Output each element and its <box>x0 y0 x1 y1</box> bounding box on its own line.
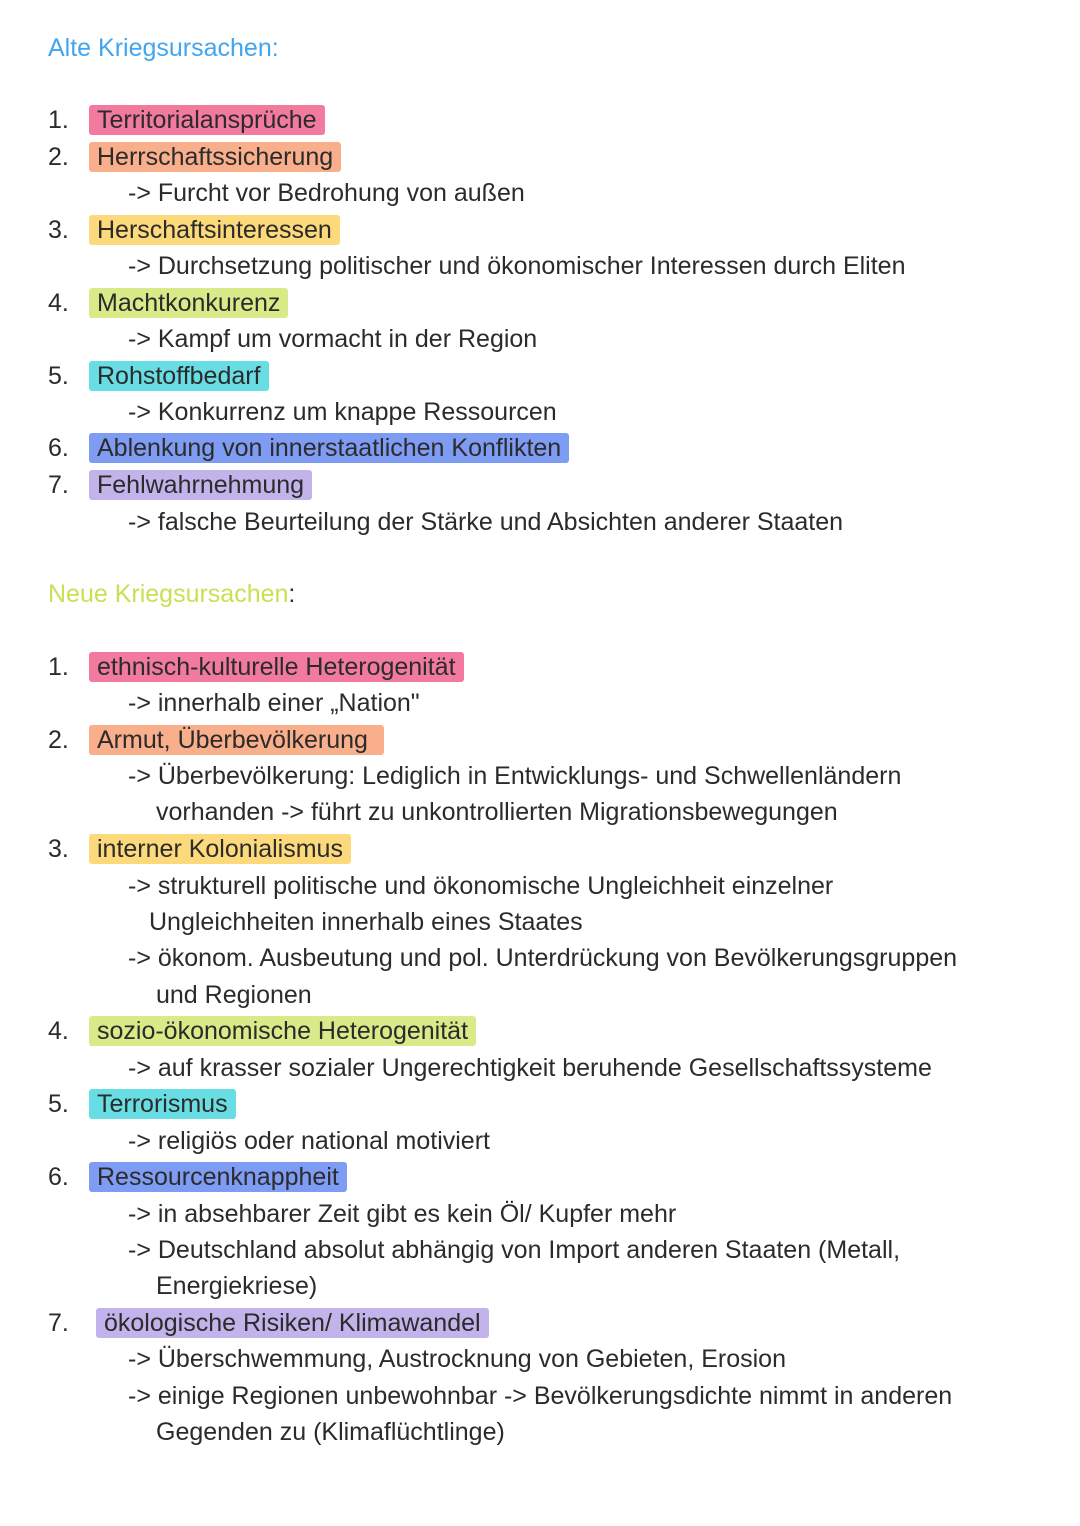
sub-point: -> Durchsetzung politischer und ökonomischer Interessen durch Eliten <box>128 252 906 280</box>
list-number: 4. <box>48 1017 69 1045</box>
sub-point: -> Konkurrenz um knappe Ressourcen <box>128 398 557 426</box>
sub-point-continuation: Energiekriese) <box>156 1272 318 1300</box>
list-number: 1. <box>48 653 69 681</box>
highlighted-cause: ökologische Risiken/ Klimawandel <box>96 1308 489 1338</box>
section-heading-neu-text: Neue Kriegsursachen <box>48 580 289 608</box>
list-number: 3. <box>48 216 69 244</box>
sub-point: -> religiös oder national motiviert <box>128 1127 490 1155</box>
sub-point: -> strukturell politische und ökonomische Ungleichheit einzelner <box>128 872 834 900</box>
highlighted-cause: ethnisch-kulturelle Heterogenität <box>89 652 464 682</box>
section-heading-neu-colon: : <box>288 580 296 608</box>
list-number: 5. <box>48 362 69 390</box>
list-number: 1. <box>48 106 69 134</box>
list-number: 5. <box>48 1090 69 1118</box>
list-number: 6. <box>48 1163 69 1191</box>
highlighted-cause: Herschaftsinteressen <box>89 215 340 245</box>
highlighted-cause: Terrorismus <box>89 1089 236 1119</box>
highlighted-cause: Rohstoffbedarf <box>89 361 269 391</box>
highlighted-cause: sozio-ökonomische Heterogenität <box>89 1016 476 1046</box>
section-heading-alt: Alte Kriegsursachen: <box>48 34 279 62</box>
sub-point: -> Deutschland absolut abhängig von Import anderen Staaten (Metall, <box>128 1236 901 1264</box>
sub-point: -> Kampf um vormacht in der Region <box>128 325 538 353</box>
highlighted-cause: Machtkonkurenz <box>89 288 288 318</box>
sub-point: -> innerhalb einer „Nation" <box>128 689 420 717</box>
sub-point-continuation: vorhanden -> führt zu unkontrollierten Migrationsbewegungen <box>156 798 838 826</box>
sub-point: -> einige Regionen unbewohnbar -> Bevölkerungsdichte nimmt in anderen <box>128 1382 953 1410</box>
sub-point: -> auf krasser sozialer Ungerechtigkeit beruhende Gesellschaftssysteme <box>128 1054 932 1082</box>
list-number: 6. <box>48 434 69 462</box>
list-number: 3. <box>48 835 69 863</box>
highlighted-cause: Ressourcenknappheit <box>89 1162 347 1192</box>
sub-point: -> falsche Beurteilung der Stärke und Absichten anderer Staaten <box>128 508 844 536</box>
sub-point-continuation: Gegenden zu (Klimaflüchtlinge) <box>156 1418 505 1446</box>
sub-point: -> Furcht vor Bedrohung von außen <box>128 179 525 207</box>
sub-point: -> ökonom. Ausbeutung und pol. Unterdrückung von Bevölkerungsgruppen <box>128 944 958 972</box>
list-number: 2. <box>48 143 69 171</box>
section-heading-neu <box>48 579 295 609</box>
list-number: 7. <box>48 1309 69 1337</box>
sub-point: -> Überschwemmung, Austrocknung von Gebieten, Erosion <box>128 1345 786 1373</box>
sub-point-continuation: und Regionen <box>156 981 312 1009</box>
highlighted-cause: interner Kolonialismus <box>89 834 351 864</box>
highlighted-cause: Herrschaftssicherung <box>89 142 341 172</box>
list-number: 2. <box>48 726 69 754</box>
highlighted-cause: Territorialansprüche <box>89 105 325 135</box>
sub-point-continuation: Ungleichheiten innerhalb eines Staates <box>149 908 583 936</box>
highlighted-cause: Ablenkung von innerstaatlichen Konflikten <box>89 433 569 463</box>
sub-point: -> in absehbarer Zeit gibt es kein Öl/ Kupfer mehr <box>128 1200 677 1228</box>
list-number: 4. <box>48 289 69 317</box>
sub-point: -> Überbevölkerung: Lediglich in Entwicklungs- und Schwellenländern <box>128 762 902 790</box>
highlighted-cause: Fehlwahrnehmung <box>89 470 312 500</box>
list-number: 7. <box>48 471 69 499</box>
highlighted-cause: Armut, Überbevölkerung <box>89 725 384 755</box>
